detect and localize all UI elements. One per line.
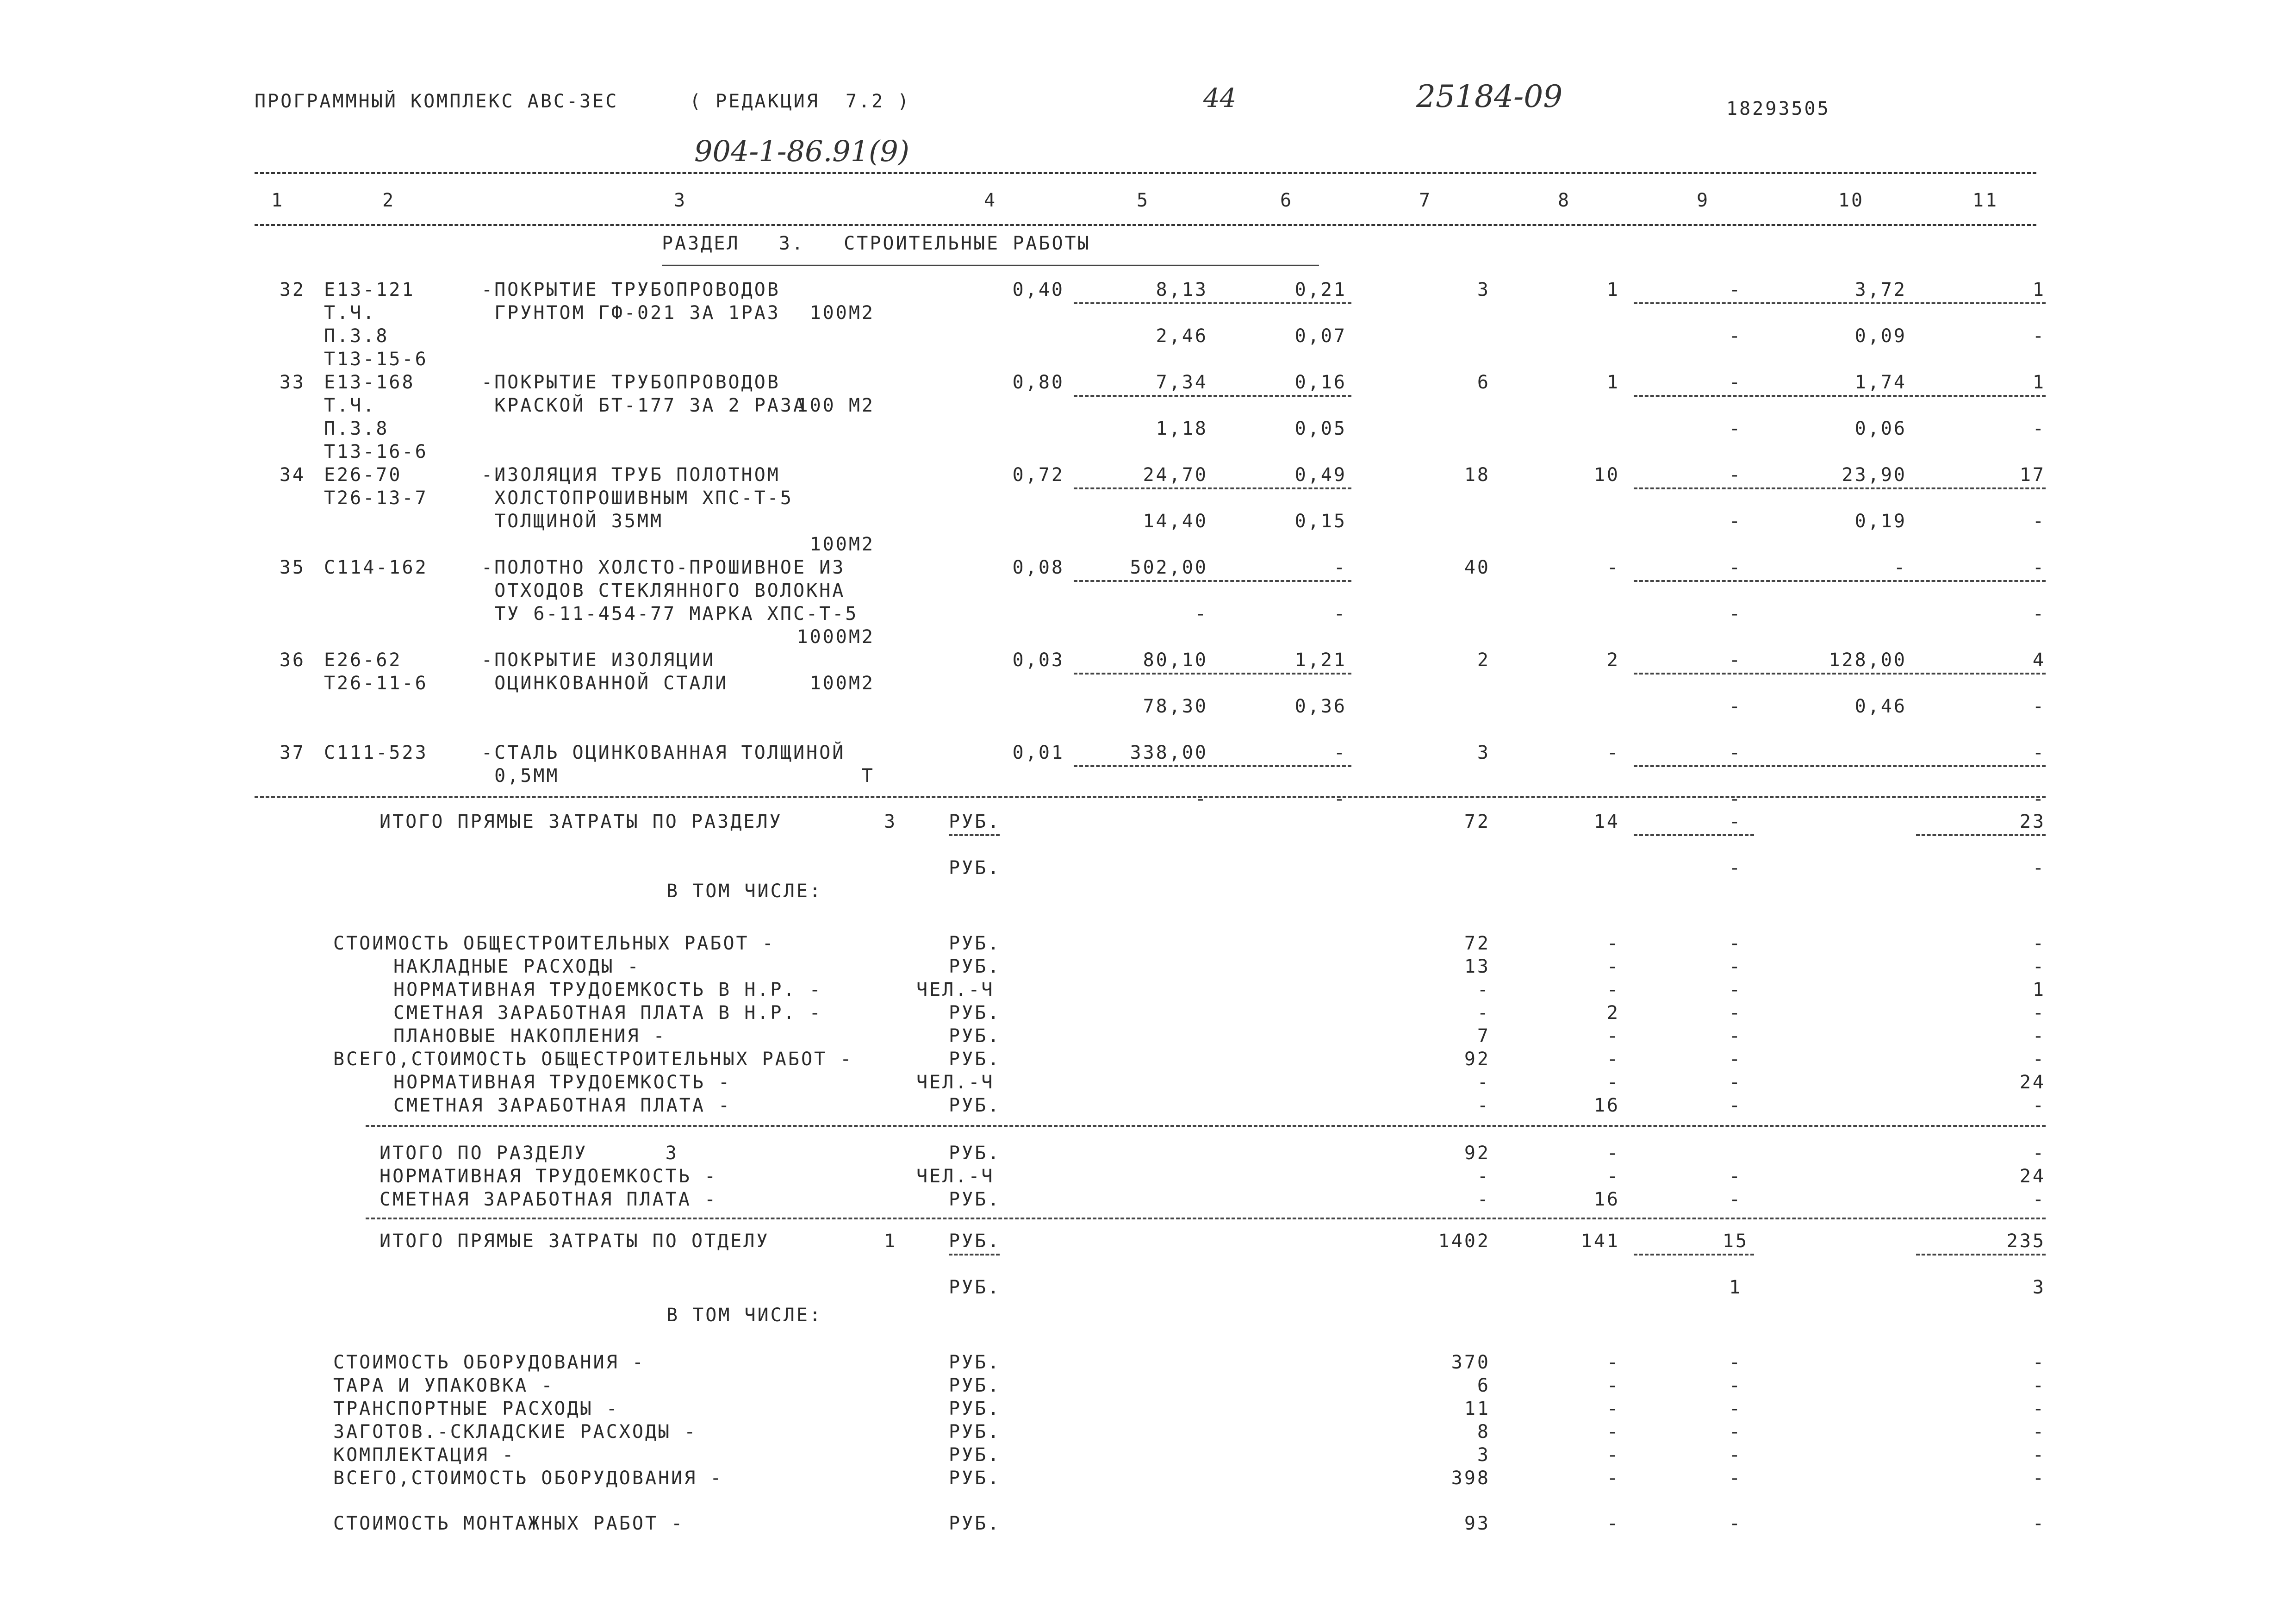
item-unit: 100М2	[809, 673, 875, 694]
cost-breakdown-col7: 92	[1464, 1049, 1490, 1070]
item-code: П.3.8	[324, 418, 389, 439]
item-subrule	[1634, 673, 2046, 675]
item-col8: 1	[1606, 372, 1620, 393]
item-quantity: 0,01	[1012, 742, 1064, 763]
section-total-col9: -	[1729, 1166, 1742, 1187]
item-quantity: 0,40	[1012, 279, 1064, 300]
item-col9-wage: -	[1729, 511, 1742, 532]
cost-breakdown-col9: -	[1729, 979, 1742, 1000]
document-number: 25184-09	[1416, 79, 1563, 114]
item-number: 32	[279, 279, 305, 300]
item-quantity: 0,08	[1012, 557, 1064, 578]
item-number: 37	[279, 742, 305, 763]
item-number: 34	[279, 464, 305, 486]
equipment-cost-label: КОМПЛЕКТАЦИЯ -	[333, 1444, 516, 1466]
cost-breakdown-col8: 16	[1593, 1095, 1620, 1116]
column-header-4: 4	[983, 190, 997, 211]
cost-breakdown-col8: -	[1606, 956, 1620, 977]
subrule	[1916, 1254, 2046, 1255]
equipment-cost-unit: РУБ.	[949, 1375, 1001, 1396]
document-code: 18293505	[1726, 98, 1830, 119]
item-col8: -	[1606, 742, 1620, 763]
cost-breakdown-col7: 7	[1477, 1025, 1490, 1047]
item-col11: 1	[2032, 279, 2046, 300]
equipment-cost-col7: 370	[1451, 1352, 1490, 1373]
item-col8: 10	[1593, 464, 1620, 486]
cost-breakdown-col9: -	[1729, 933, 1742, 954]
item-col6-wage: 0,05	[1294, 418, 1347, 439]
column-header-10: 10	[1838, 190, 1865, 211]
cost-breakdown-col11: -	[2032, 1025, 2046, 1047]
item-col7: 3	[1477, 742, 1490, 763]
program-title: ПРОГРАММНЫЙ КОМПЛЕКС АВС-3ЕС	[255, 91, 619, 112]
department-col9-wage: 1	[1729, 1277, 1742, 1298]
equipment-cost-label: ЗАГОТОВ.-СКЛАДСКИЕ РАСХОДЫ -	[333, 1421, 697, 1443]
item-price-wage: -	[1195, 603, 1208, 625]
equipment-cost-col9: -	[1729, 1398, 1742, 1419]
including-label: В ТОМ ЧИСЛЕ:	[666, 881, 822, 902]
department-rule	[366, 1218, 2046, 1219]
summary-col7: 72	[1464, 811, 1490, 832]
item-description: -ПОКРЫТИЕ ИЗОЛЯЦИИ	[481, 650, 716, 671]
section-total-col7: 92	[1464, 1143, 1490, 1164]
cost-breakdown-unit: РУБ.	[949, 956, 1001, 977]
item-price-wage: 2,46	[1156, 325, 1208, 347]
equipment-cost-col8: -	[1606, 1444, 1620, 1466]
summary-col8: 14	[1593, 811, 1620, 832]
item-code: Е26-70	[324, 464, 402, 486]
cost-breakdown-col7: -	[1477, 1095, 1490, 1116]
item-unit: 100М2	[809, 302, 875, 324]
department-col9: 15	[1722, 1230, 1749, 1252]
item-description: ТУ 6-11-454-77 МАРКА ХПС-Т-5	[481, 603, 859, 625]
item-quantity: 0,72	[1012, 464, 1064, 486]
section-title: РАЗДЕЛ 3. СТРОИТЕЛЬНЫЕ РАБОТЫ	[662, 233, 1091, 254]
cost-breakdown-col7: 72	[1464, 933, 1490, 954]
cost-breakdown-label: ПЛАНОВЫЕ НАКОПЛЕНИЯ -	[393, 1025, 666, 1047]
section-total-col9: -	[1729, 1189, 1742, 1210]
item-description: ОТХОДОВ СТЕКЛЯННОГО ВОЛОКНА	[481, 580, 846, 601]
item-description: ХОЛСТОПРОШИВНЫМ ХПС-Т-5	[481, 487, 793, 509]
column-header-9: 9	[1696, 190, 1710, 211]
cost-breakdown-unit: ЧЕЛ.-Ч	[916, 1072, 995, 1093]
item-col6-wage: 0,15	[1294, 511, 1347, 532]
item-col7: 18	[1464, 464, 1490, 486]
cost-breakdown-unit: РУБ.	[949, 1095, 1001, 1116]
equipment-cost-unit: РУБ.	[949, 1468, 1001, 1489]
item-col6: 0,16	[1294, 372, 1347, 393]
item-code: П.3.8	[324, 325, 389, 347]
item-subrule	[1634, 395, 2046, 397]
column-header-8: 8	[1557, 190, 1571, 211]
item-code: Т.Ч.	[324, 302, 376, 324]
item-col7: 3	[1477, 279, 1490, 300]
equipment-cost-label: ТРАНСПОРТНЫЕ РАСХОДЫ -	[333, 1398, 619, 1419]
item-code: Т.Ч.	[324, 395, 376, 416]
header-bottom-rule	[255, 224, 2036, 226]
item-col9: -	[1729, 650, 1742, 671]
section-title-underline	[662, 264, 1319, 266]
section-total-unit: РУБ.	[949, 1189, 1001, 1210]
item-col11-wage: -	[2032, 788, 2046, 810]
department-total-label: ИТОГО ПРЯМЫЕ ЗАТРАТЫ ПО ОТДЕЛУ	[380, 1230, 770, 1252]
item-subrule	[1634, 580, 2046, 582]
item-col11: 17	[2019, 464, 2046, 486]
edition-label: ( РЕДАКЦИЯ 7.2 )	[690, 91, 911, 112]
item-description: ОЦИНКОВАННОЙ СТАЛИ	[481, 673, 728, 694]
item-col10-wage: 0,06	[1854, 418, 1907, 439]
item-col11-wage: -	[2032, 603, 2046, 625]
summary-col11: 23	[2019, 811, 2046, 832]
item-col8: 2	[1606, 650, 1620, 671]
equipment-cost-col8: -	[1606, 1375, 1620, 1396]
summary-unit-wage: РУБ.	[949, 857, 1001, 879]
item-code: Т26-13-7	[324, 487, 428, 509]
item-price-wage: 1,18	[1156, 418, 1208, 439]
cost-breakdown-col8: -	[1606, 1072, 1620, 1093]
cost-breakdown-label: СМЕТНАЯ ЗАРАБОТНАЯ ПЛАТА В Н.Р. -	[393, 1002, 822, 1024]
installation-cost-col8: -	[1606, 1513, 1620, 1534]
cost-breakdown-col11: 24	[2019, 1072, 2046, 1093]
section-total-col7: -	[1477, 1189, 1490, 1210]
item-quantity: 0,03	[1012, 650, 1064, 671]
item-unit: Т	[861, 765, 875, 787]
item-unit: 1000М2	[796, 626, 875, 648]
cost-breakdown-col11: -	[2032, 956, 2046, 977]
section-total-col8: -	[1606, 1143, 1620, 1164]
cost-breakdown-col11: -	[2032, 933, 2046, 954]
item-col9-wage: -	[1729, 788, 1742, 810]
cost-breakdown-col8: 2	[1606, 1002, 1620, 1024]
equipment-cost-col9: -	[1729, 1421, 1742, 1443]
item-quantity: 0,80	[1012, 372, 1064, 393]
summary-col9: -	[1729, 811, 1742, 832]
department-unit-wage: РУБ.	[949, 1277, 1001, 1298]
department-col8: 141	[1580, 1230, 1620, 1252]
equipment-cost-label: СТОИМОСТЬ ОБОРУДОВАНИЯ -	[333, 1352, 645, 1373]
section-total-unit: ЧЕЛ.-Ч	[916, 1166, 995, 1187]
item-col11: -	[2032, 557, 2046, 578]
item-col11-wage: -	[2032, 325, 2046, 347]
item-col6-wage: -	[1333, 788, 1347, 810]
item-col6-wage: 0,36	[1294, 696, 1347, 717]
item-price: 7,34	[1156, 372, 1208, 393]
item-col11-wage: -	[2032, 696, 2046, 717]
item-subrule	[1634, 487, 2046, 489]
item-col10: 1,74	[1854, 372, 1907, 393]
cost-breakdown-col8: -	[1606, 1025, 1620, 1047]
unit-subrule	[949, 1254, 1000, 1255]
column-header-5: 5	[1136, 190, 1150, 211]
equipment-cost-label: ТАРА И УПАКОВКА -	[333, 1375, 554, 1396]
item-subrule	[1074, 302, 1351, 304]
item-description: -ИЗОЛЯЦИЯ ТРУБ ПОЛОТНОМ	[481, 464, 780, 486]
item-col10: 23,90	[1842, 464, 1907, 486]
cost-breakdown-label: НОРМАТИВНАЯ ТРУДОЕМКОСТЬ В Н.Р. -	[393, 979, 822, 1000]
column-header-11: 11	[1972, 190, 1999, 211]
item-description: 0,5ММ	[481, 765, 560, 787]
item-col9: -	[1729, 557, 1742, 578]
item-col9: -	[1729, 464, 1742, 486]
cost-breakdown-col9: -	[1729, 1025, 1742, 1047]
item-number: 33	[279, 372, 305, 393]
equipment-cost-col7: 3	[1477, 1444, 1490, 1466]
item-price: 502,00	[1130, 557, 1208, 578]
item-price-wage: -	[1195, 788, 1208, 810]
unit-subrule	[949, 834, 1000, 836]
item-col9-wage: -	[1729, 418, 1742, 439]
equipment-cost-col9: -	[1729, 1352, 1742, 1373]
column-header-3: 3	[673, 190, 687, 211]
item-code: Е13-121	[324, 279, 415, 300]
section-total-col8: -	[1606, 1166, 1620, 1187]
item-col9: -	[1729, 372, 1742, 393]
installation-cost-col11: -	[2032, 1513, 2046, 1534]
equipment-cost-col7: 398	[1451, 1468, 1490, 1489]
equipment-cost-unit: РУБ.	[949, 1398, 1001, 1419]
item-col6: 1,21	[1294, 650, 1347, 671]
project-number: 904-1-86.91(9)	[694, 134, 909, 168]
item-description: -СТАЛЬ ОЦИНКОВАННАЯ ТОЛЩИНОЙ	[481, 742, 846, 763]
column-header-6: 6	[1280, 190, 1294, 211]
cost-breakdown-col9: -	[1729, 1049, 1742, 1070]
item-code: Е13-168	[324, 372, 415, 393]
equipment-cost-col11: -	[2032, 1352, 2046, 1373]
column-header-2: 2	[382, 190, 396, 211]
item-code: Т13-16-6	[324, 441, 428, 462]
item-col7: 2	[1477, 650, 1490, 671]
item-col11-wage: -	[2032, 511, 2046, 532]
equipment-cost-col8: -	[1606, 1468, 1620, 1489]
item-code: С111-523	[324, 742, 428, 763]
section-total-col11: -	[2032, 1189, 2046, 1210]
item-col11-wage: -	[2032, 418, 2046, 439]
cost-breakdown-unit: РУБ.	[949, 1025, 1001, 1047]
cost-breakdown-label: СТОИМОСТЬ ОБЩЕСТРОИТЕЛЬНЫХ РАБОТ -	[333, 933, 775, 954]
item-price: 338,00	[1130, 742, 1208, 763]
equipment-cost-col8: -	[1606, 1398, 1620, 1419]
top-rule	[255, 172, 2036, 174]
equipment-cost-col9: -	[1729, 1444, 1742, 1466]
item-subrule	[1074, 580, 1351, 582]
equipment-cost-col11: -	[2032, 1468, 2046, 1489]
item-code: Т26-11-6	[324, 673, 428, 694]
summary-col9-wage: -	[1729, 857, 1742, 879]
section-total-unit: РУБ.	[949, 1143, 1001, 1164]
cost-breakdown-col9: -	[1729, 956, 1742, 977]
cost-breakdown-col9: -	[1729, 1002, 1742, 1024]
item-col6-wage: -	[1333, 603, 1347, 625]
item-col10-wage: 0,09	[1854, 325, 1907, 347]
item-col9-wage: -	[1729, 325, 1742, 347]
installation-cost-col9: -	[1729, 1513, 1742, 1534]
item-code: Е26-62	[324, 650, 402, 671]
item-description: -ПОКРЫТИЕ ТРУБОПРОВОДОВ	[481, 372, 780, 393]
item-col6: 0,21	[1294, 279, 1347, 300]
including-label: В ТОМ ЧИСЛЕ:	[666, 1305, 822, 1326]
section-total-col11: -	[2032, 1143, 2046, 1164]
cost-breakdown-col9: -	[1729, 1072, 1742, 1093]
equipment-cost-label: ВСЕГО,СТОИМОСТЬ ОБОРУДОВАНИЯ -	[333, 1468, 723, 1489]
item-col11: 4	[2032, 650, 2046, 671]
cost-breakdown-col11: -	[2032, 1002, 2046, 1024]
cost-breakdown-col7: 13	[1464, 956, 1490, 977]
item-code: С114-162	[324, 557, 428, 578]
equipment-cost-col7: 8	[1477, 1421, 1490, 1443]
equipment-cost-unit: РУБ.	[949, 1352, 1001, 1373]
cost-breakdown-unit: РУБ.	[949, 1002, 1001, 1024]
equipment-cost-col11: -	[2032, 1444, 2046, 1466]
section-total-col7: -	[1477, 1166, 1490, 1187]
column-header-7: 7	[1419, 190, 1432, 211]
subtotal-rule	[366, 1125, 2046, 1127]
section-total-col8: 16	[1593, 1189, 1620, 1210]
cost-breakdown-label: НАКЛАДНЫЕ РАСХОДЫ -	[393, 956, 641, 977]
cost-breakdown-col7: -	[1477, 1072, 1490, 1093]
summary-unit: РУБ.	[949, 811, 1001, 832]
cost-breakdown-col11: 1	[2032, 979, 2046, 1000]
section-total-col11: 24	[2019, 1166, 2046, 1187]
item-number: 35	[279, 557, 305, 578]
cost-breakdown-col8: -	[1606, 979, 1620, 1000]
item-description: ГРУНТОМ ГФ-021 ЗА 1РАЗ	[481, 302, 780, 324]
equipment-cost-col11: -	[2032, 1375, 2046, 1396]
cost-breakdown-col8: -	[1606, 1049, 1620, 1070]
summary-rule	[255, 796, 2046, 798]
item-description: КРАСКОЙ БТ-177 ЗА 2 РАЗА	[481, 395, 807, 416]
item-description: ТОЛЩИНОЙ 35ММ	[481, 511, 664, 532]
item-col6: 0,49	[1294, 464, 1347, 486]
item-col8: -	[1606, 557, 1620, 578]
item-subrule	[1634, 765, 2046, 767]
item-price-wage: 14,40	[1143, 511, 1208, 532]
equipment-cost-col8: -	[1606, 1352, 1620, 1373]
subrule	[1916, 834, 2046, 836]
department-number: 1	[884, 1230, 897, 1252]
cost-breakdown-col8: -	[1606, 933, 1620, 954]
item-col10: 3,72	[1854, 279, 1907, 300]
installation-cost-label: СТОИМОСТЬ МОНТАЖНЫХ РАБОТ -	[333, 1513, 684, 1534]
equipment-cost-col7: 11	[1464, 1398, 1490, 1419]
installation-cost-unit: РУБ.	[949, 1513, 1001, 1534]
equipment-cost-col11: -	[2032, 1421, 2046, 1443]
item-subrule	[1074, 765, 1351, 767]
equipment-cost-col7: 6	[1477, 1375, 1490, 1396]
item-price-wage: 78,30	[1143, 696, 1208, 717]
cost-breakdown-label: ВСЕГО,СТОИМОСТЬ ОБЩЕСТРОИТЕЛЬНЫХ РАБОТ -	[333, 1049, 853, 1070]
item-subrule	[1634, 302, 2046, 304]
item-col9-wage: -	[1729, 696, 1742, 717]
item-subrule	[1074, 395, 1351, 397]
cost-breakdown-col7: -	[1477, 1002, 1490, 1024]
item-col10: -	[1893, 557, 1907, 578]
item-col7: 40	[1464, 557, 1490, 578]
item-col8: 1	[1606, 279, 1620, 300]
summary-section-label: ИТОГО ПРЯМЫЕ ЗАТРАТЫ ПО РАЗДЕЛУ	[380, 811, 783, 832]
installation-cost-col7: 93	[1464, 1513, 1490, 1534]
cost-breakdown-unit: РУБ.	[949, 933, 1001, 954]
item-col6: -	[1333, 557, 1347, 578]
item-col6: -	[1333, 742, 1347, 763]
page-number: 44	[1203, 83, 1237, 113]
department-col11-wage: 3	[2032, 1277, 2046, 1298]
cost-breakdown-col11: -	[2032, 1049, 2046, 1070]
item-unit: 100М2	[809, 534, 875, 555]
section-total-label: ИТОГО ПО РАЗДЕЛУ 3	[380, 1143, 678, 1164]
department-col11: 235	[2006, 1230, 2046, 1252]
item-price: 80,10	[1143, 650, 1208, 671]
item-price: 24,70	[1143, 464, 1208, 486]
equipment-cost-unit: РУБ.	[949, 1444, 1001, 1466]
summary-section-number: 3	[884, 811, 897, 832]
cost-breakdown-col9: -	[1729, 1095, 1742, 1116]
cost-breakdown-col11: -	[2032, 1095, 2046, 1116]
section-total-label: СМЕТНАЯ ЗАРАБОТНАЯ ПЛАТА -	[380, 1189, 718, 1210]
item-col9: -	[1729, 742, 1742, 763]
summary-col11-wage: -	[2032, 857, 2046, 879]
item-subrule	[1074, 673, 1351, 675]
item-col10-wage: 0,46	[1854, 696, 1907, 717]
item-col9: -	[1729, 279, 1742, 300]
item-col9-wage: -	[1729, 603, 1742, 625]
column-header-1: 1	[271, 190, 285, 211]
equipment-cost-col11: -	[2032, 1398, 2046, 1419]
section-total-label: НОРМАТИВНАЯ ТРУДОЕМКОСТЬ -	[380, 1166, 718, 1187]
equipment-cost-col9: -	[1729, 1375, 1742, 1396]
item-code: Т13-15-6	[324, 349, 428, 370]
item-description: -ПОКРЫТИЕ ТРУБОПРОВОДОВ	[481, 279, 780, 300]
equipment-cost-col9: -	[1729, 1468, 1742, 1489]
item-col10: 128,00	[1829, 650, 1907, 671]
item-col6-wage: 0,07	[1294, 325, 1347, 347]
item-price: 8,13	[1156, 279, 1208, 300]
item-col7: 6	[1477, 372, 1490, 393]
cost-breakdown-col7: -	[1477, 979, 1490, 1000]
item-col11: 1	[2032, 372, 2046, 393]
subrule	[1634, 1254, 1754, 1255]
item-description: -ПОЛОТНО ХОЛСТО-ПРОШИВНОЕ ИЗ	[481, 557, 846, 578]
item-subrule	[1074, 487, 1351, 489]
department-unit: РУБ.	[949, 1230, 1001, 1252]
cost-breakdown-unit: ЧЕЛ.-Ч	[916, 979, 995, 1000]
department-col7: 1402	[1438, 1230, 1490, 1252]
item-unit: 100 М2	[796, 395, 875, 416]
item-col10-wage: 0,19	[1854, 511, 1907, 532]
subrule	[1634, 834, 1754, 836]
item-col11: -	[2032, 742, 2046, 763]
equipment-cost-col8: -	[1606, 1421, 1620, 1443]
item-number: 36	[279, 650, 305, 671]
equipment-cost-unit: РУБ.	[949, 1421, 1001, 1443]
cost-breakdown-label: НОРМАТИВНАЯ ТРУДОЕМКОСТЬ -	[393, 1072, 732, 1093]
cost-breakdown-unit: РУБ.	[949, 1049, 1001, 1070]
cost-breakdown-label: СМЕТНАЯ ЗАРАБОТНАЯ ПЛАТА -	[393, 1095, 732, 1116]
